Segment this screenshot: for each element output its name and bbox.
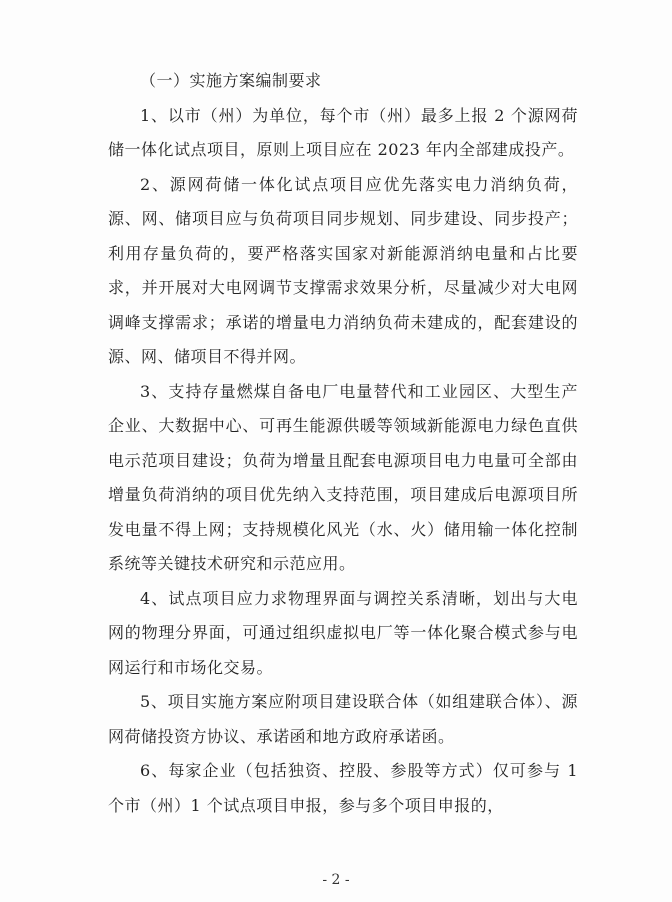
paragraph-1: 1、以市（州）为单位，每个市（州）最多上报 2 个源网荷储一体化试点项目，原则上项目应在 2023 年内全部建成投产。 (108, 105, 578, 159)
paragraph-2: 2、源网荷储一体化试点项目应优先落实电力消纳负荷，源、网、储项目应与负荷项目同步规划、同步建设、同步投产；利用存量负荷的，要严格落实国家对新能源消纳电量和占比要求，并开展对大电网调节支撑需求效果分析，尽量减少对大电网调峰支撑需求；承诺的增量电力消纳负荷未建成的，配套建设的源、网、储项目不得并网。 (108, 174, 578, 366)
paragraph-5: 5、项目实施方案应附项目建设联合体（如组建联合体）、源网荷储投资方协议、承诺函和地方政府承诺函。 (108, 692, 578, 746)
paragraph-4: 4、试点项目应力求物理界面与调控关系清晰，划出与大电网的物理分界面，可通过组织虚拟电厂等一体化聚合模式参与电网运行和市场化交易。 (108, 588, 578, 677)
section-heading: （一）实施方案编制要求 (140, 71, 322, 90)
paragraph-3: 3、支持存量燃煤自备电厂电量替代和工业园区、大型生产企业、大数据中心、可再生能源供暖等领域新能源电力绿色直供电示范项目建设；负荷为增量且配套电源项目电力电量可全部由增量负荷消纳的项目优先纳入支持范围，项目建成后电源项目所发电量不得上网；支持规模化风光（水、火）储用输一体化控制系统等关键技术研究和示范应用。 (108, 381, 578, 573)
document-body (108, 64, 578, 823)
paragraph-6: 6、每家企业（包括独资、控股、参股等方式）仅可参与 1 个市（州）1 个试点项目申报，参与多个项目申报的， (108, 761, 578, 815)
page-number: - 2 - (322, 872, 350, 888)
